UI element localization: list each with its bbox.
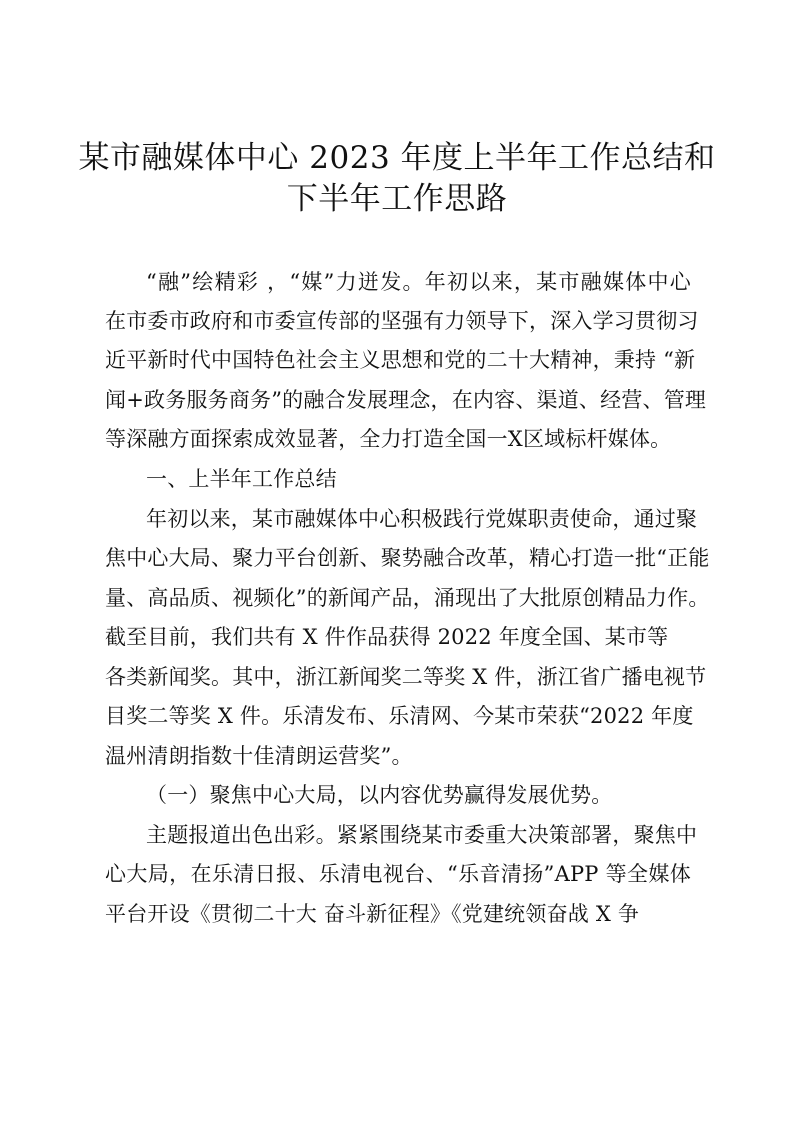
section-heading: 一、上半年工作总结 — [146, 467, 337, 491]
paragraph-line: 焦中心大局、聚力平台创新、聚势融合改革，精心打造一批“正能 — [105, 546, 710, 570]
paragraph-line: 平台开设《贯彻二十大 奋斗新征程》《党建统领奋战 X 争 — [105, 902, 640, 926]
paragraph-line: 心大局，在乐清日报、乐清电视台、“乐音清扬”APP 等全媒体 — [105, 862, 691, 886]
paragraph-line: 等深融方面探索成效显著，全力打造全国一X区域标杆媒体。 — [105, 427, 672, 451]
paragraph-line: 在市委市政府和市委宣传部的坚强有力领导下，深入学习贯彻习 — [105, 309, 699, 333]
paragraph-line: 截至目前，我们共有 X 件作品获得 2022 年度全国、某市等 — [105, 625, 669, 649]
paragraph-line: 量、高品质、视频化”的新闻产品，涌现出了大批原创精品力作。 — [105, 586, 710, 610]
subsection-heading: （一）聚焦中心大局，以内容优势赢得发展优势。 — [146, 783, 613, 807]
paragraph-line: “融”绘精彩 ，“媒”力迸发。年初以来，某市融媒体中心 — [146, 270, 691, 294]
paragraph-line: 闻+政务服务商务”的融合发展理念，在内容、渠道、经营、管理 — [105, 388, 707, 412]
document-title-line-2: 下半年工作思路 — [286, 181, 508, 217]
paragraph-line: 近平新时代中国特色社会主义思想和党的二十大精神，秉持 “新 — [105, 348, 696, 372]
paragraph-line: 年初以来，某市融媒体中心积极践行党媒职责使命，通过聚 — [146, 507, 698, 531]
paragraph-line: 主题报道出色出彩。紧紧围绕某市委重大决策部署，聚焦中 — [146, 823, 698, 847]
paragraph-line: 各类新闻奖。其中，浙江新闻奖二等奖 X 件，浙江省广播电视节 — [105, 665, 707, 689]
document-title-line-1: 某市融媒体中心 2023 年度上半年工作总结和 — [78, 140, 716, 176]
paragraph-line: 温州清朗指数十佳清朗运营奖”。 — [105, 744, 413, 768]
paragraph-line: 目奖二等奖 X 件。乐清发布、乐清网、今某市荣获“2022 年度 — [105, 704, 694, 728]
